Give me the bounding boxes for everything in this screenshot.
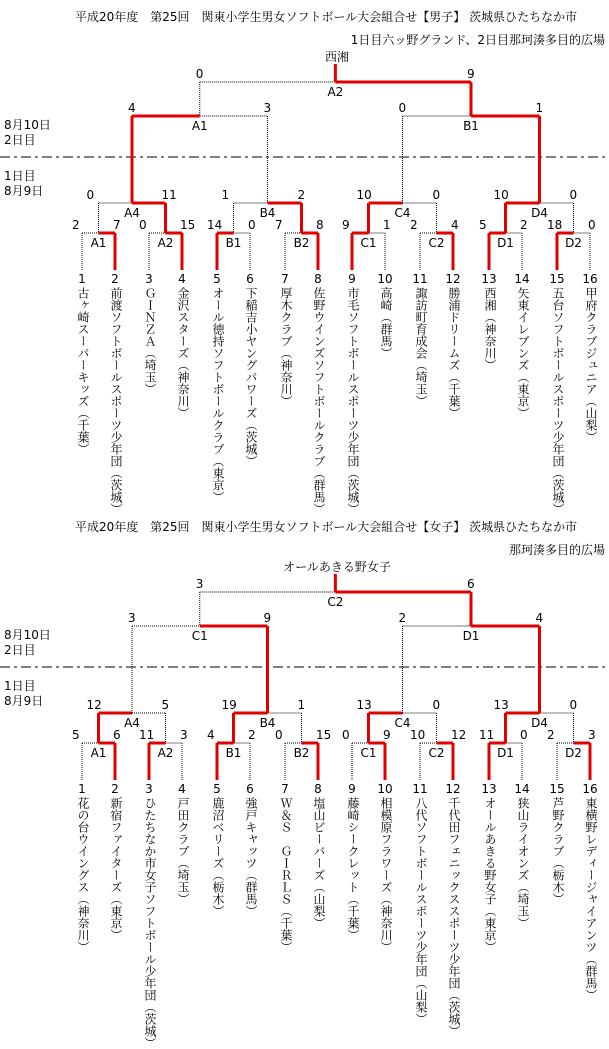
boys-team-number: 10 xyxy=(325,272,445,286)
boys-r3-match-id: B1 xyxy=(411,119,531,133)
girls-day1-date: 8月9日 xyxy=(4,694,43,708)
boys-r1-score: 14 xyxy=(207,218,222,232)
girls-r1-score: 0 xyxy=(342,728,350,742)
boys-r2-score: 11 xyxy=(162,188,177,202)
girls-day2-label: 2日目 xyxy=(4,643,36,657)
girls-team-number: 14 xyxy=(462,782,582,796)
girls-r1-match-id: C1 xyxy=(309,746,429,760)
boys-team-name: 金沢スターズ（神奈川） xyxy=(175,287,189,419)
girls-r1-score: 4 xyxy=(207,728,215,742)
boys-team-name: 勝浦ドリームズ（千葉） xyxy=(446,287,460,419)
boys-r1-score: 7 xyxy=(275,218,283,232)
girls-r1-score: 2 xyxy=(248,728,256,742)
girls-team-number: 8 xyxy=(258,782,378,796)
girls-team-name: 東横野レディージャイアンツ（群馬） xyxy=(583,797,597,1001)
boys-team-number: 5 xyxy=(157,272,277,286)
girls-r1-score: 6 xyxy=(113,728,121,742)
boys-r1-score: 7 xyxy=(113,218,121,232)
girls-r1-score: 11 xyxy=(139,728,154,742)
girls-r3-score: 4 xyxy=(536,611,544,625)
girls-day2-date: 8月10日 xyxy=(4,628,51,642)
girls-team-name: 相模原フラワーズ（神奈川） xyxy=(378,797,392,953)
girls-r2-score: 5 xyxy=(162,698,170,712)
girls-team-number: 3 xyxy=(89,782,209,796)
girls-r1-score: 11 xyxy=(479,728,494,742)
boys-team-name: 五台ソフトボールスポーツ少年団（茨城） xyxy=(550,287,564,515)
boys-r1-score: 15 xyxy=(180,218,195,232)
boys-r2-score: 2 xyxy=(298,188,306,202)
boys-r2-score: 10 xyxy=(494,188,509,202)
girls-team-number: 6 xyxy=(190,782,310,796)
girls-title: 平成20年度 第25回 関東小学生男女ソフトボール大会組合せ【女子】 茨城県ひたちなか市 xyxy=(75,520,577,534)
boys-r2-match-id: A4 xyxy=(72,206,192,220)
boys-team-number: 3 xyxy=(89,272,209,286)
girls-r2-score: 0 xyxy=(570,698,578,712)
girls-r1-match-id: A1 xyxy=(39,746,159,760)
boys-r1-match-id: D2 xyxy=(514,236,609,250)
girls-r2-match-id: D4 xyxy=(480,716,600,730)
girls-team-number: 9 xyxy=(292,782,412,796)
girls-team-name: 芦野クラブ（栃木） xyxy=(550,797,564,905)
girls-r2-score: 13 xyxy=(494,698,509,712)
girls-team-name: Ｗ＆Ｓ ＧＩＲＬＳ（千葉） xyxy=(278,797,292,953)
boys-r1-match-id: A1 xyxy=(39,236,159,250)
girls-r2-match-id: C4 xyxy=(343,716,463,730)
girls-team-name: 戸田クラブ（埼玉） xyxy=(175,797,189,905)
girls-team-name: 鹿沼ベリーズ（栃木） xyxy=(210,797,224,917)
boys-r1-score: 2 xyxy=(72,218,80,232)
girls-team-number: 2 xyxy=(55,782,175,796)
boys-team-name: 高崎（群馬） xyxy=(378,287,392,359)
girls-final-score: 3 xyxy=(196,577,204,591)
boys-team-number: 12 xyxy=(393,272,513,286)
boys-venue: 1日目六ッ野グランド、2日目那珂湊多目的広場 xyxy=(351,33,605,47)
girls-team-name: 八代ソフトボールスポーツ少年団（山梨） xyxy=(413,797,427,1025)
boys-r1-match-id: A2 xyxy=(106,236,226,250)
girls-r1-match-id: B2 xyxy=(242,746,362,760)
boys-team-name: 下稲吉小ヤングパワーズ（茨城） xyxy=(243,287,257,467)
girls-team-number: 15 xyxy=(497,782,609,796)
boys-team-name: 矢東イレブンズ（東京） xyxy=(515,287,529,419)
boys-r1-score: 5 xyxy=(479,218,487,232)
boys-r1-match-id: C2 xyxy=(377,236,497,250)
boys-day1-date: 8月9日 xyxy=(4,184,43,198)
girls-final-match-id: C2 xyxy=(275,595,395,609)
girls-r1-match-id: B1 xyxy=(174,746,294,760)
boys-r1-score: 9 xyxy=(342,218,350,232)
girls-venue: 那珂湊多目的広場 xyxy=(509,543,605,557)
girls-r1-score: 5 xyxy=(72,728,80,742)
girls-team-number: 4 xyxy=(122,782,242,796)
girls-r2-score: 19 xyxy=(222,698,237,712)
boys-team-number: 6 xyxy=(190,272,310,286)
boys-r2-score: 10 xyxy=(357,188,372,202)
girls-team-name: 花の台ウイングス（神奈川） xyxy=(75,797,89,953)
girls-r1-score: 0 xyxy=(275,728,283,742)
boys-r2-match-id: C4 xyxy=(343,206,463,220)
girls-r3-score: 3 xyxy=(128,611,136,625)
girls-r2-match-id: B4 xyxy=(208,716,328,730)
boys-team-number: 11 xyxy=(360,272,480,286)
boys-r2-score: 1 xyxy=(222,188,230,202)
girls-r1-match-id: A2 xyxy=(106,746,226,760)
boys-r2-score: 0 xyxy=(433,188,441,202)
girls-team-number: 12 xyxy=(393,782,513,796)
boys-final-match-id: A2 xyxy=(275,85,395,99)
girls-r2-score: 1 xyxy=(298,698,306,712)
boys-r3-score: 0 xyxy=(399,101,407,115)
boys-team-number: 13 xyxy=(429,272,549,286)
boys-team-number: 8 xyxy=(258,272,378,286)
boys-r2-match-id: D4 xyxy=(480,206,600,220)
girls-r1-score: 2 xyxy=(547,728,555,742)
girls-final-score: 6 xyxy=(467,577,475,591)
boys-r2-match-id: B4 xyxy=(208,206,328,220)
boys-final-score: 0 xyxy=(196,67,204,81)
boys-r1-match-id: C1 xyxy=(309,236,429,250)
boys-r1-score: 2 xyxy=(410,218,418,232)
boys-champion-name: 西湘 xyxy=(277,50,397,64)
girls-team-name: 強戸キャッツ（群馬） xyxy=(243,797,257,917)
girls-r3-match-id: C1 xyxy=(140,629,260,643)
boys-team-name: 市毛ソフトボールスポーツ少年団（茨城） xyxy=(345,287,359,515)
girls-team-number: 16 xyxy=(530,782,609,796)
boys-team-name: オール徳持ソフトボールクラブ（東京） xyxy=(210,287,224,503)
boys-r1-score: 1 xyxy=(383,218,391,232)
girls-r2-score: 0 xyxy=(433,698,441,712)
girls-team-name: 塩山ビーバーズ（山梨） xyxy=(311,797,325,929)
girls-r1-match-id: D1 xyxy=(446,746,566,760)
boys-team-number: 4 xyxy=(122,272,242,286)
boys-team-number: 7 xyxy=(225,272,345,286)
girls-r1-score: 9 xyxy=(383,728,391,742)
girls-r1-score: 15 xyxy=(316,728,331,742)
girls-team-number: 1 xyxy=(22,782,142,796)
boys-team-name: 前渡ソフトボールスポーツ少年団（茨城） xyxy=(108,287,122,515)
girls-team-number: 13 xyxy=(429,782,549,796)
girls-r2-score: 13 xyxy=(357,698,372,712)
boys-team-number: 14 xyxy=(462,272,582,286)
girls-r1-match-id: C2 xyxy=(377,746,497,760)
girls-r2-match-id: A4 xyxy=(72,716,192,730)
girls-team-number: 10 xyxy=(325,782,445,796)
girls-team-name: 藤崎シークレット（千葉） xyxy=(345,797,359,941)
boys-r1-score: 4 xyxy=(451,218,459,232)
boys-r3-score: 4 xyxy=(128,101,136,115)
boys-day2-label: 2日目 xyxy=(4,133,36,147)
boys-team-number: 9 xyxy=(292,272,412,286)
boys-r1-match-id: B2 xyxy=(242,236,362,250)
girls-r3-match-id: D1 xyxy=(411,629,531,643)
girls-team-name: オールあきる野女子（東京） xyxy=(482,797,496,953)
boys-team-number: 2 xyxy=(55,272,175,286)
boys-team-number: 15 xyxy=(497,272,609,286)
boys-r1-score: 0 xyxy=(588,218,596,232)
girls-r1-match-id: D2 xyxy=(514,746,609,760)
girls-team-name: 狭山ライオンズ（埼玉） xyxy=(515,797,529,929)
boys-r1-score: 8 xyxy=(316,218,324,232)
boys-team-number: 1 xyxy=(22,272,142,286)
girls-r3-score: 9 xyxy=(264,611,272,625)
boys-team-name: 古ヶ崎スーパーキッズ（千葉） xyxy=(75,287,89,455)
boys-team-name: 佐野ウインズソフトボールクラブ（群馬） xyxy=(311,287,325,515)
girls-r1-score: 3 xyxy=(588,728,596,742)
boys-r3-match-id: A1 xyxy=(140,119,260,133)
boys-team-number: 16 xyxy=(530,272,609,286)
girls-day1-label: 1日目 xyxy=(4,679,36,693)
girls-team-name: ひたちなか市女子ソフトボール少年団（茨城） xyxy=(142,797,156,1049)
boys-r2-score: 0 xyxy=(87,188,95,202)
boys-r3-score: 3 xyxy=(264,101,272,115)
boys-team-name: 西湘（神奈川） xyxy=(482,287,496,371)
girls-champion-name: オールあきる野女子 xyxy=(277,560,397,574)
girls-r1-score: 0 xyxy=(520,728,528,742)
girls-team-name: 千代田フェニックススポーツ少年団（茨城） xyxy=(446,797,460,1037)
boys-r1-score: 18 xyxy=(547,218,562,232)
girls-r1-score: 3 xyxy=(180,728,188,742)
girls-team-name: 新宿ファイターズ（東京） xyxy=(108,797,122,941)
girls-r3-score: 2 xyxy=(399,611,407,625)
boys-r1-score: 0 xyxy=(248,218,256,232)
girls-r1-score: 12 xyxy=(451,728,466,742)
boys-title: 平成20年度 第25回 関東小学生男女ソフトボール大会組合せ【男子】 茨城県ひたちなか市 xyxy=(75,10,577,24)
boys-r2-score: 0 xyxy=(570,188,578,202)
girls-team-number: 7 xyxy=(225,782,345,796)
boys-day1-label: 1日目 xyxy=(4,169,36,183)
boys-final-score: 9 xyxy=(467,67,475,81)
boys-day2-date: 8月10日 xyxy=(4,118,51,132)
boys-team-name: ＧＩＮＺＡ（埼玉） xyxy=(142,287,156,395)
boys-r1-match-id: D1 xyxy=(446,236,566,250)
boys-r1-score: 2 xyxy=(520,218,528,232)
girls-team-number: 5 xyxy=(157,782,277,796)
boys-r1-match-id: B1 xyxy=(174,236,294,250)
boys-r3-score: 1 xyxy=(536,101,544,115)
boys-team-name: 厚木クラブ（神奈川） xyxy=(278,287,292,407)
boys-team-name: 甲府クラブジュニア（山梨） xyxy=(583,287,597,443)
girls-r1-score: 10 xyxy=(410,728,425,742)
girls-r2-score: 12 xyxy=(87,698,102,712)
boys-team-name: 諏訪町育成会（埼玉） xyxy=(413,287,427,407)
girls-team-number: 11 xyxy=(360,782,480,796)
boys-r1-score: 0 xyxy=(139,218,147,232)
